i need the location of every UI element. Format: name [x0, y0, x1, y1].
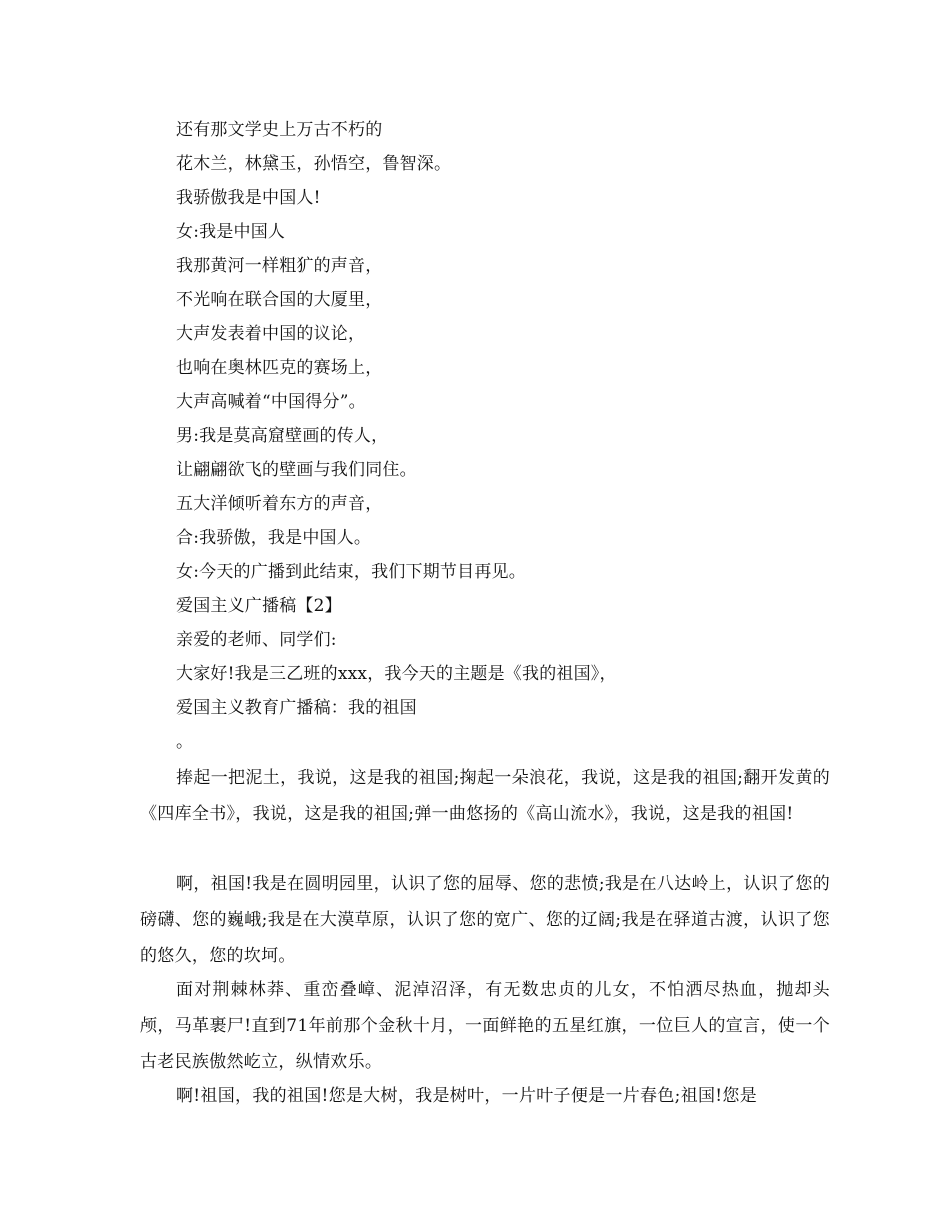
text-line: 亲爱的老师、同学们: [176, 630, 337, 650]
section-heading: 爱国主义广播稿【2】 [176, 596, 342, 616]
paragraph: 面对荆棘林莽、重峦叠嶂、泥淖沼泽，有无数忠贞的儿女，不怕洒尽热血，抛却头颅，马革裹尸!直到71年前那个金秋十月，一面鲜艳的五星红旗，一位巨人的宣言，使一个古老民族傲然屹立，纵情欢乐。 [140, 980, 830, 1072]
text-line: 爱国主义教育广播稿：我的祖国 [176, 698, 417, 718]
text-line: 大家好!我是三乙班的xxx，我今天的主题是《我的祖国》， [176, 664, 617, 684]
text-line: 。 [176, 732, 194, 752]
text-line: 让翩翩欲飞的壁画与我们同住。 [176, 460, 417, 480]
text-line: 合:我骄傲，我是中国人。 [176, 528, 372, 548]
text-line: 五大洋倾听着东方的声音， [176, 494, 383, 514]
text-line: 大声发表着中国的议论， [176, 324, 366, 344]
text-line: 男:我是莫高窟壁画的传人， [176, 426, 389, 446]
text-line: 也响在奥林匹克的赛场上， [176, 358, 383, 378]
text-line: 还有那文学史上万古不朽的 [176, 120, 383, 140]
text-line: 花木兰，林黛玉，孙悟空，鲁智深。 [176, 154, 452, 174]
text-line: 大声高喊着“中国得分”。 [176, 392, 366, 412]
paragraph: 啊，祖国!我是在圆明园里，认识了您的屈辱、您的悲愤;我是在八达岭上，认识了您的磅礴、您的巍峨;我是在大漠草原，认识了您的宽广、您的辽阔;我是在驿道古渡，认识了您的悠久，您的坎坷。 [140, 874, 830, 966]
paragraph: 捧起一把泥土，我说，这是我的祖国;掬起一朵浪花，我说，这是我的祖国;翻开发黄的《四库全书》，我说，这是我的祖国;弹一曲悠扬的《高山流水》，我说，这是我的祖国! [140, 768, 830, 824]
text-line: 女:今天的广播到此结束，我们下期节目再见。 [176, 562, 526, 582]
paragraph: 啊!祖国，我的祖国!您是大树，我是树叶，一片叶子便是一片春色;祖国!您是 [176, 1086, 758, 1106]
text-line: 不光响在联合国的大厦里， [176, 290, 383, 310]
text-line: 我那黄河一样粗犷的声音， [176, 256, 383, 276]
text-line: 我骄傲我是中国人! [176, 188, 321, 208]
text-line: 女:我是中国人 [176, 222, 286, 242]
